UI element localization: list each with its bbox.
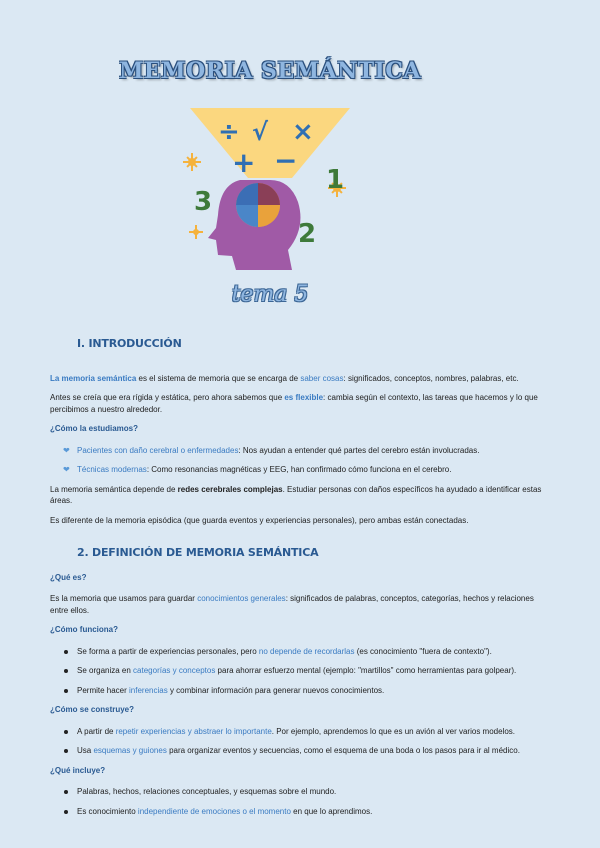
number-one: 1	[326, 165, 345, 195]
highlight-term: inferencias	[129, 685, 168, 695]
paragraph	[50, 392, 550, 415]
list-item	[50, 745, 550, 757]
divide-symbol: ÷	[218, 117, 240, 147]
text: : Nos ayudan a entender qué partes del cerebro están involucradas.	[238, 445, 480, 455]
highlight-term: Pacientes con daño cerebral o enfermedades	[77, 445, 239, 455]
root-symbol: √	[252, 118, 269, 146]
paragraph	[50, 593, 550, 616]
highlight-term: La memoria semántica	[50, 373, 137, 383]
head-math-illustration	[180, 100, 360, 275]
highlight-term: esquemas y guiones	[93, 746, 167, 755]
sparkle-icon	[189, 225, 203, 239]
document-body	[50, 338, 550, 825]
document-subtitle: tema 5	[231, 282, 309, 307]
bullet-icon	[64, 730, 68, 734]
bold-term: redes cerebrales complejas	[177, 484, 283, 494]
highlight-term: Técnicas modernas	[77, 465, 147, 474]
paragraph: Es diferente de la memoria episódica (que guarda eventos y experiencias personales), pero ambas están conectadas.	[50, 515, 469, 525]
list-item	[50, 445, 550, 457]
question-heading: ¿Cómo se construye?	[50, 705, 135, 714]
text: para ahorrar esfuerzo mental (ejemplo: "martillos" como herramientas para golpear).	[215, 666, 517, 675]
bullet-icon	[64, 689, 68, 693]
text: Usa	[77, 746, 94, 755]
bullet-icon	[64, 669, 68, 673]
bullet-list	[50, 786, 550, 817]
list-item	[50, 646, 550, 658]
text: : Como resonancias magnéticas y EEG, han confirmado cómo funciona en el cerebro.	[146, 465, 452, 474]
text: Se forma a partir de experiencias personales, pero	[77, 646, 259, 656]
list-item	[50, 786, 550, 798]
heart-icon: ❤	[63, 465, 70, 474]
question-heading: ¿Qué incluye?	[50, 765, 106, 775]
text: para organizar eventos y secuencias, como el esquema de una boda o los pasos para ir al médico.	[166, 746, 520, 755]
text: : significados, conceptos, nombres, palabras, etc.	[343, 373, 519, 383]
bullet-list	[50, 726, 550, 757]
document-title: MEMORIA SEMÁNTICA	[119, 58, 421, 84]
text: Es la memoria que usamos para guardar	[50, 594, 198, 603]
section-heading-introduccion: I. INTRODUCCIÓN	[77, 337, 182, 350]
text: : cambia según el contexto, las tareas que hacemos y lo que percibimos a nuestro alrededor.	[50, 393, 538, 414]
text: . Estudiar personas con daños específicos ha ayudado a identificar estas áreas.	[50, 484, 542, 505]
list-item	[50, 685, 550, 697]
question-heading: ¿Cómo funciona?	[50, 625, 118, 634]
bullet-list	[50, 646, 550, 697]
highlight-term: independiente de emociones o el momento	[137, 806, 291, 816]
number-three: 3	[194, 187, 213, 217]
text: La memoria semántica depende de	[50, 484, 178, 494]
heart-icon: ❤	[63, 445, 70, 455]
minus-symbol: −	[274, 144, 298, 177]
text: (es conocimiento "fuera de contexto").	[354, 646, 492, 656]
list-item	[50, 665, 550, 677]
list-item	[50, 726, 550, 738]
highlight-term: repetir experiencias y abstraer lo importante	[115, 726, 272, 736]
text: : significados de palabras, conceptos, categorías, hechos y relaciones entre ellos.	[50, 594, 534, 615]
question-heading: ¿Cómo la estudiamos?	[50, 424, 139, 433]
text: Antes se creía que era rígida y estática, pero ahora sabemos que	[50, 393, 285, 402]
text: Se organiza en	[77, 666, 134, 675]
bullet-icon	[64, 650, 68, 654]
sparkle-icon	[183, 153, 201, 171]
heart-list	[50, 445, 550, 476]
list-item	[50, 806, 550, 818]
text: es el sistema de memoria que se encarga de	[136, 373, 301, 383]
plus-symbol: +	[232, 146, 256, 179]
highlight-term: es flexible	[284, 393, 324, 402]
text: Permite hacer	[77, 685, 130, 695]
number-two: 2	[298, 219, 317, 249]
times-symbol: ×	[292, 117, 314, 147]
highlight-term: conocimientos generales	[197, 594, 286, 603]
text: Es conocimiento	[77, 806, 138, 816]
text: . Por ejemplo, aprendemos lo que es un avión al ver varios modelos.	[271, 726, 516, 736]
paragraph	[50, 373, 550, 385]
bullet-icon	[64, 810, 68, 814]
section-heading-definicion: 2. DEFINICIÓN DE MEMORIA SEMÁNTICA	[77, 546, 319, 559]
paragraph	[50, 484, 550, 507]
list-item	[50, 464, 550, 476]
question-heading: ¿Qué es?	[50, 572, 87, 582]
highlight-term: categorías y conceptos	[133, 666, 216, 675]
text: en que lo aprendimos.	[290, 806, 373, 816]
text: y combinar información para generar nuevos conocimientos.	[167, 685, 385, 695]
bullet-icon	[64, 790, 68, 794]
bullet-icon	[64, 749, 68, 753]
highlight-term: no depende de recordarlas	[258, 646, 355, 656]
text: Palabras, hechos, relaciones conceptuales, y esquemas sobre el mundo.	[77, 787, 337, 796]
brain-puzzle	[236, 183, 280, 227]
highlight-term: saber cosas	[300, 373, 344, 383]
text: A partir de	[77, 726, 116, 736]
